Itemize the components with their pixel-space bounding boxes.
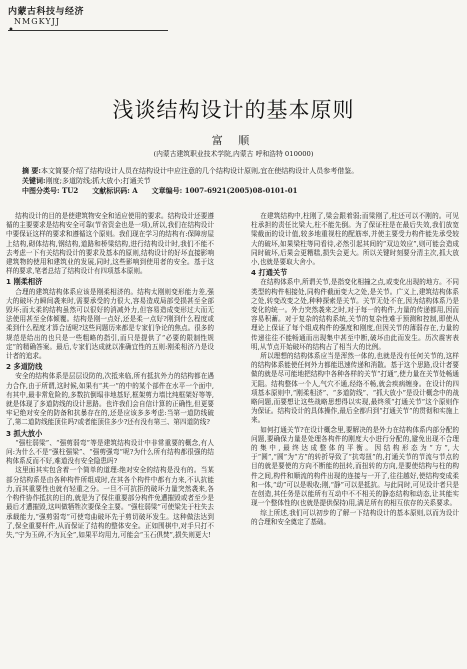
author-affiliation: (内蒙古建筑职业技术学院,内蒙古 呼和浩特 010000) — [153, 150, 314, 158]
body-paragraph: 合理的建筑结构体系应该是刚柔相济的。结构太刚则变形能力差,强大的破坏力瞬间袭来时,需要承受的力很大,容易造成局部受损甚至全部毁坏;而太柔的结构虽然可以很好的消减外力,但容易造成变形过大而无法使用甚至全体倾覆。结构是刚一点好,还是柔一点好?刚到什么程度或柔到什么程度才算合适呢?这些问题历来都是专家们争论的焦点。很多的规范是给出的也只是一些粗略的指引,而只是提供了“必要的限制性规定”的精确答案。最后,专家们达成就以准确宜性的五则:刚柔相济乃是设计者的追求。 — [6, 287, 214, 361]
right-column — [251, 212, 459, 527]
section-heading: 2 多道防线 — [6, 362, 43, 372]
abstract-text: 本文简要介绍了结构设计人员在结构设计中应注意的几个结构设计原则,宜在使结构设计人员参考借鉴。 — [41, 167, 359, 175]
classification-line — [22, 186, 446, 196]
body-paragraph: 在建筑结构中,柱刚了,梁会跟着弱;而梁刚了,柱还可以不刚的。可见柱承担的责任比梁大,柱不能先倒。为了保证柱是在最后失效,我们放宽梁截面的设计值,较多地重视柱的配筋率,并使主要受力构件能先承受较大的破坏,如果梁柱等同看待,必然引起其间的“双边效应”,则可能会造成同时破坏,后果会更糟糕,损失会更大。所以关键时刻要分清主次,抓大放小,也就是要取大舍小。 — [251, 212, 459, 267]
author-name: 富 顺 — [211, 134, 256, 147]
abstract-paragraph — [22, 166, 446, 176]
body-paragraph: “强柱弱梁”、“强剪弱弯”等是建筑结构设计中非常重要的概念,有人问:为什么不是“强柱强梁”、“强剪强弯”呢?为什么所有结构都很强的结构体系反而不好,难道没有安全隐患吗? — [6, 438, 214, 466]
left-column — [6, 212, 214, 540]
body-paragraph: 在结构体系中,所谓关节,是指变化相撞之点,或变化出现的地方。不同类型的构件相接处,同构件截面变大之处,是关节。广义上,建筑结构体系之处,转变改变之处,种种探索是关节。关节无处不在,因为结构体系乃是变化的统一。外力突然袭来之时,对于每一的构件,力量的传递都用,因而容易积蓄。对于复杂的结构系统,关节的复杂性难于预测和控制,即使从理论上保证了每个组成构件的强度和刚度,但因关节的薄弱存在,力量的传递往往不能畅通而出现集中甚至中断,破坏由此而发生。历次震害表明,从节点开始破坏的结构占了相当大的比例。 — [251, 278, 459, 351]
header-bullet: • — [8, 25, 14, 36]
section-heading: 3 抓大放小 — [6, 428, 43, 438]
keywords-line — [22, 176, 446, 186]
keywords-label: 关键词: — [22, 176, 46, 185]
running-header — [8, 4, 84, 36]
clc-number: 中图分类号: TU2 — [22, 186, 79, 195]
article-number: 文章编号: 1007-6921(2005)08-0101-01 — [151, 186, 298, 195]
paper-title: 浅谈结构设计的基本原则 — [112, 98, 355, 122]
journal-name: 内蒙古科技与经济 — [8, 7, 85, 17]
abstract-block — [22, 166, 446, 196]
body-paragraph: 如何打通关节?在设计概念里,要解决的是外力在结构体系内部分配的问题,要确保力量是处理各构件的刚度大小进行分配的,避免出现不合理的集中,最终达成整体的平衡。因结构形态为“方”,大于“圆”,“圆”为“方”的转折导致了“抗弯扭”的,打通关节的节流与节点的目的就是要使的方向不断能的扭转,而扭转的方向,是要使结构与柱的构件之间,构件和顺流的构件出现的连接与一开了,往往越好,使结构变成柔和一体,“动”可以是吸收;刚,“静”可以是抵抗。与此同时,可见设计者只是在创造,其任务是以能所有互动中不不相关的静态结构和动态,让其能实现一个整体性的(也就是提供保持)用,满足所有的相互依存的关系要求。 — [251, 425, 459, 508]
abstract-label: 摘 要: — [22, 166, 42, 175]
document-code: 文献标识码: A — [92, 186, 138, 195]
body-paragraph: 综上所述,我们可以初步的了解一下结构设计的基本原则,以而为设计的合理和安全奠定了基础。 — [251, 508, 459, 526]
section-heading: 4 打通关节 — [251, 268, 288, 278]
body-paragraph: 这里面其实包含着一个简单的道理:绝对安全的结构是没有的。当某部分结构系是由各种构件所组成时,在其各个构件中都有力来,不认抗能力,而其重要性也就有轻重之分。一旦不可抗拒的破坏力量突然袭来,各个构件协作抵抗的目的,就是为了保住重要部分构件免遭摧毁或者至少是最后才遭摧毁,这叫做牺牲次要保全主要。“强柱弱梁”可使梁先于柱失去承载能力,“强剪弱弯”可使弯曲破坏先于剪切破坏发生。这种做法达到了,保全重要杆件,从而保证了结构的整体安全。正如围棋中,对手只打不失,“宁为玉碎,不为瓦全”,如果平均用力,可能会“玉石俱焚”,损失则更大! — [6, 466, 214, 539]
body-paragraph: 结构设计的目的是使建筑物安全和适应使用的要求。结构设计还要遵循的主要要求是结构安全可靠(节省资金也是一项),所以,我们在结构设计中要保证这样的要求和遵循这个原则。我们现在学习的结构有:保障房屋上结构,砌体结构,钢结构,道路和桥梁结构,进行结构设计时,我们不能不去考虑一下有关结构设计的要求及基本的原则,结构设计的好坏直接影响建筑物的使用和建筑业的发展,同时,这些影响到使用者的安全。基于这样的要求,笔者总结了结构设计有四项基本原则。 — [6, 212, 214, 276]
section-heading: 1 刚柔相济 — [6, 277, 43, 287]
keywords-text: 刚度;多道防线;抓大放小;打通关节 — [45, 177, 151, 185]
journal-code: NMGKYJJ — [14, 17, 61, 26]
header-rule — [8, 30, 168, 31]
body-paragraph: 安全的结构体系是层层设防的,次抵来临,所有抵抗外力的结构都在遇力合作,由于所谓,这时候,如果有“其一”的中的某个部件在水平一个面中,有其中,最非常危险的,多数抗倒塌非地基好,框架剪力墙比纯框架好等等,就是体现了多道防线的设计思路。也许我们会自信计算的正确性,但更要牢记绝对安全的防备和抗暴存在的,还是应该多多考虑:当第一道防线破了,第二道防线能顶住吗?或者能顶住多少?还有没有第三、第四道防线? — [6, 372, 214, 427]
body-paragraph: 所以理想的结构体系应当是浑然一体的,也就是没有任何关节的,这样的结构体系能使任何外力都能迅速传递和消散。基于这个思路,设计者要做的就是尽可能地把结构中各种各样的关节“打通”,使力量在关节处畅通无阻。结构整体一个人,气穴不通,经络不畅,就会疾病缠身。在设计的四项基本原则中,“刚柔相济”、“多道防线”、“抓大放小”是设计概念中的战略问题,而要想让这些战略思想得以实现,最终须“打通关节”这个原则作为保证。结构设计的具体操作,最后全都归到“打通关节”的贯彻和实施上来。 — [251, 352, 459, 425]
